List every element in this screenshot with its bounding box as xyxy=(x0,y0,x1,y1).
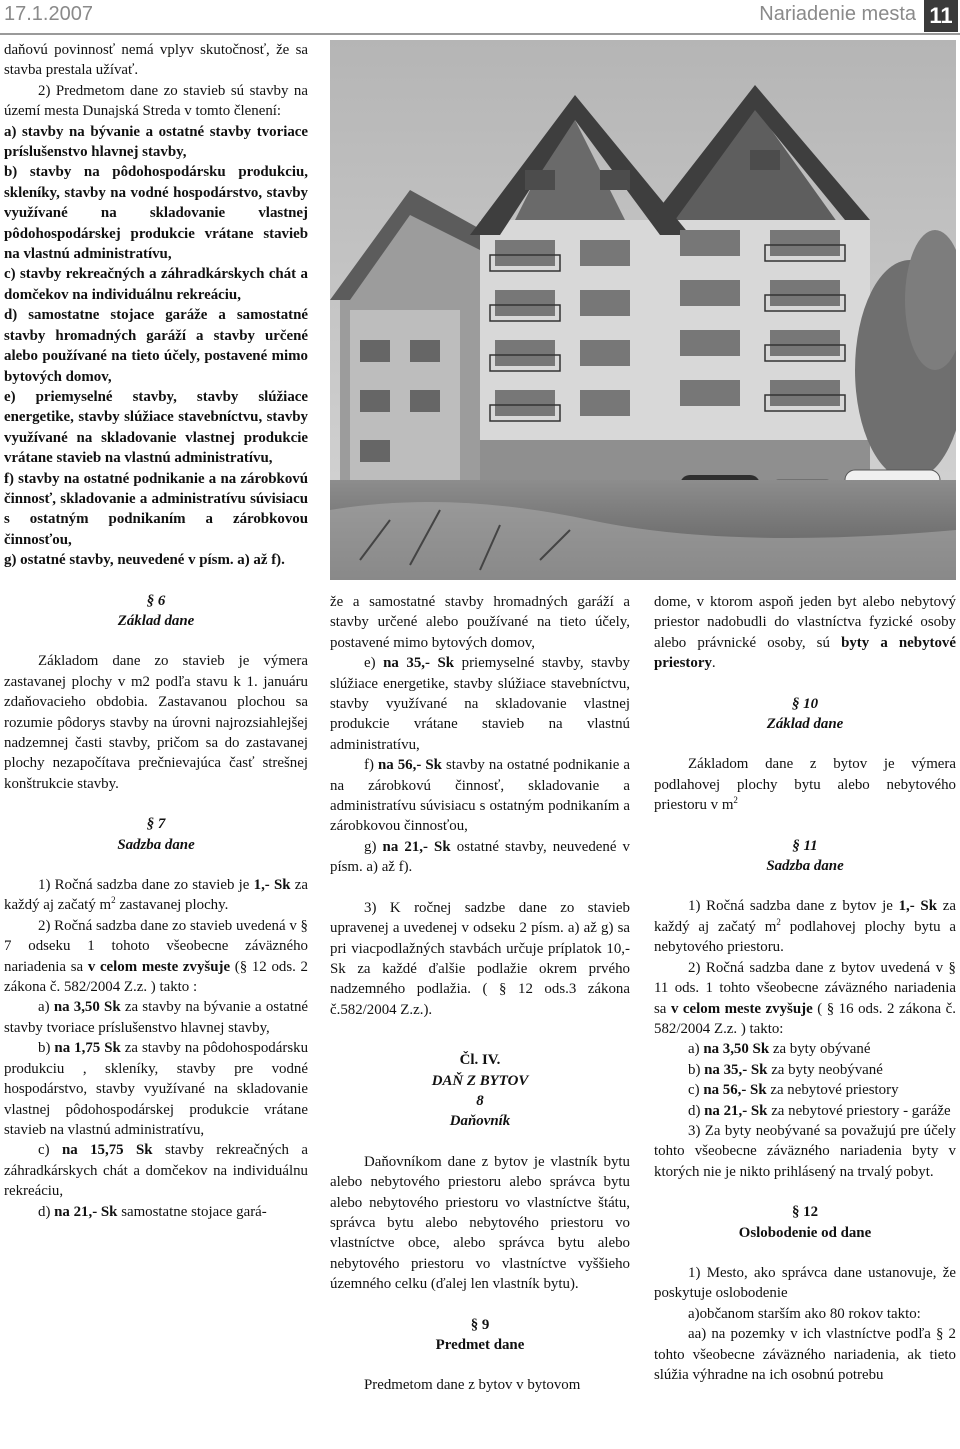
part-title: DAŇ Z BYTOV xyxy=(431,1072,529,1089)
section-title: Predmet dane xyxy=(435,1337,525,1353)
header-title: Nariadenie mesta xyxy=(759,3,916,25)
page-number: 11 xyxy=(924,0,958,32)
paragraph: 3) Za byty neobývané sa považujú pre účely tohto všeobecne záväzného nariadenia byty v ktorých nie je nikto prihlásený na trvalý pobyt. xyxy=(654,1122,956,1180)
list-item: d) samostatne stojace garáže a samostatné stavby hromadných garáží a stavby určené alebo používané na tieto účely, postavené mimo bytových domov, xyxy=(4,307,308,385)
list-item: c) stavby rekreačných a záhradkárskych chát a domčekov na individuálnu rekreáciu, xyxy=(4,266,308,303)
paragraph: Základom dane zo stavieb je výmera zastavanej plochy v m2 podľa stavu k 1. januáru zdaňovacieho obdobia. Zastavanou plochou sa rozumie pôdorys stavby na úrovni najrozsiahlejšej nadzemnej časti stavby, pričom sa do zastavanej plochy nezapočítava prečnievajúca časť strešnej konštrukcie stavby. xyxy=(4,653,308,792)
list-item: f) stavby na ostatné podnikanie a na zárobkovú činnosť, skladovanie a administratívu súvisiacu s ostatným podnikaním a zárobkovou činnosťou, xyxy=(4,470,308,548)
list-item: g) ostatné stavby, neuvedené v písm. a) až f). xyxy=(4,552,285,569)
paragraph: 3) K ročnej sadzbe dane zo stavieb upravenej a uvedenej v odseku 2 písm. a) až g) sa pri viacpodlažných stavbách určuje príplatok 10,- Sk za každé ďalšie podlažie okrem prvého nadzemného podlažia. ( § 12 ods.3 zákona č.582/2004 Z.z.). xyxy=(330,899,630,1018)
apartment-building-photo xyxy=(330,40,956,580)
paragraph: Základom dane z bytov je výmera podlahovej plochy bytu alebo nebytového priestoru v $m^2$ xyxy=(654,756,956,814)
section-title: Oslobodenie od dane xyxy=(738,1224,872,1241)
paragraph: 1) Ročná sadzba dane zo stavieb je 1,- Sk za každý aj začatý $m^2$ zastavanej plochy. xyxy=(4,877,308,914)
paragraph: dome, v ktorom aspoň jeden byt alebo nebytový priestor nadobudli do vlastníctva fyzické osoby alebo právnické osoby, sú byty a nebytové priestory. xyxy=(654,594,956,672)
section-number: § 11 xyxy=(792,837,818,854)
section-title: Základ dane xyxy=(766,716,844,733)
paragraph: že a samostatné stavby hromadných garáží a stavby určené alebo používané na tieto účely, postavené mimo bytových domov, xyxy=(330,594,630,651)
paragraph: Daňovníkom dane z bytov je vlastník bytu alebo nebytového priestoru alebo správca bytu alebo nebytového priestoru vo vlastníctve štátu, správca bytu alebo nebytového priestoru vo vlastníctve obce, alebo správca bytu alebo nebytového priestoru vo vlastníctve vyššieho územného celku (ďalej len vlastník bytu). xyxy=(330,1153,630,1293)
rate-item: c) na 15,75 Sk stavby rekreačných a záhradkárskych chát a domčekov na individuálnu rekreáciu, xyxy=(4,1142,308,1200)
page-header xyxy=(0,0,960,34)
paragraph: a)občanom starším ako 80 rokov takto: xyxy=(688,1305,921,1322)
rate-item: b) na 35,- Sk za byty neobývané xyxy=(688,1061,883,1078)
paragraph: aa) na pozemky v ich vlastníctve podľa § 2 tohto všeobecne záväzného nariadenia, ak tieto slúžia výhradne na ich osobnú potrebu xyxy=(654,1326,956,1383)
rate-item: d) na 21,- Sk samostatne stojace gará- xyxy=(38,1203,267,1220)
rate-item: e) na 35,- Sk priemyselné stavby, stavby slúžiace energetike, stavby slúžiace stavebníctvu, stavby využívané na skladovanie vlastnej produkcie vrátane stavieb na vlastnú administratívu, xyxy=(330,655,630,753)
list-item: a) stavby na bývanie a ostatné stavby tvoriace príslušenstvo hlavnej stavby, xyxy=(4,123,308,161)
column-3 xyxy=(654,592,956,1385)
paragraph: 2) Ročná sadzba dane zo stavieb uvedená v § 7 odseku 1 tohoto všeobecne záväzného nariadenia sa v celom meste zvyšuje (§ 12 ods. 2 zákona č. 582/2004 Z.z. ) takto : xyxy=(4,917,308,996)
section-number: 8 xyxy=(476,1092,484,1109)
paragraph: 2) Predmetom dane zo stavieb sú stavby na území mesta Dunajská Streda v tomto členení: xyxy=(4,82,308,120)
rate-item: d) na 21,- Sk za nebytové priestory - garáže xyxy=(688,1102,951,1119)
paragraph: 1) Ročná sadzba dane z bytov je 1,- Sk za každý aj začatý $m^2$ podlahovej plochy bytu a nebytového priestoru. xyxy=(654,898,956,956)
column-2 xyxy=(330,592,630,1396)
section-title: Daňovník xyxy=(449,1113,511,1130)
paragraph: Predmetom dane z bytov v bytovom xyxy=(364,1377,581,1394)
part-heading: Čl. IV. xyxy=(459,1052,501,1069)
rate-item: a) na 3,50 Sk za stavby na bývanie a ostatné stavby tvoriace príslušenstvo hlavnej stavby, xyxy=(4,999,309,1036)
section-number: § 12 xyxy=(791,1204,819,1221)
header-rule xyxy=(0,33,960,35)
section-title: Základ dane xyxy=(117,612,195,629)
list-item: b) stavby na pôdohospodársku produkciu, skleníky, stavby na vodné hospodárstvo, stavby využívané na skladovanie vlastnej pôdohospodárskej produkcie vrátane stavieb na vlastnú administratívu, xyxy=(4,164,308,263)
rate-item: g) na 21,- Sk ostatné stavby, neuvedené v písm. a) až f). xyxy=(330,838,631,876)
paragraph: 1) Mesto, ako správca dane ustanovuje, že poskytuje oslobodenie xyxy=(654,1264,956,1302)
list-item: e) priemyselné stavby, stavby slúžiace energetike, stavby slúžiace stavebníctvu, stavby využívané na skladovanie vlastnej produkcie vrátane stavieb na vlastnú administratívu, xyxy=(4,388,308,467)
rate-item: f) na 56,- Sk stavby na ostatné podnikanie a na zárobkovú činnosť, skladovanie a administratívu súvisiacu s ostatným podnikaním a zárobkovou činnosťou, xyxy=(330,757,630,835)
section-number: § 6 xyxy=(146,592,166,609)
rate-item: a) na 3,50 Sk za byty obývané xyxy=(688,1041,871,1058)
rate-item: b) na 1,75 Sk za stavby na pôdohospodársku produkciu , skleníky, stavby pre vodné hospodárstvo, stavby využívané na skladovanie vlastnej pôdohospodárskej produkcie vrátane stavieb na vlastnú administratívu, xyxy=(4,1040,309,1138)
paragraph: 2) Ročná sadzba dane z bytov uvedená v § 11 ods. 1 tohto všeobecne záväzného nariadenia sa v celom meste zvyšuje ( § 16 ods. 2 zákona č. 582/2004 Z.z. ) takto: xyxy=(654,959,956,1037)
header-date: 17.1.2007 xyxy=(4,3,93,25)
rate-item: c) na 56,- Sk za nebytové priestory xyxy=(688,1082,899,1099)
paragraph: daňovú povinnosť nemá vplyv skutočnosť, že sa stavba prestala užívať. xyxy=(4,42,308,79)
section-title: Sadzba dane xyxy=(117,836,195,853)
section-number: § 9 xyxy=(470,1316,490,1333)
section-title: Sadzba dane xyxy=(766,858,844,875)
section-number: § 10 xyxy=(791,695,819,712)
column-1 xyxy=(4,40,308,1222)
section-number: § 7 xyxy=(146,816,166,833)
